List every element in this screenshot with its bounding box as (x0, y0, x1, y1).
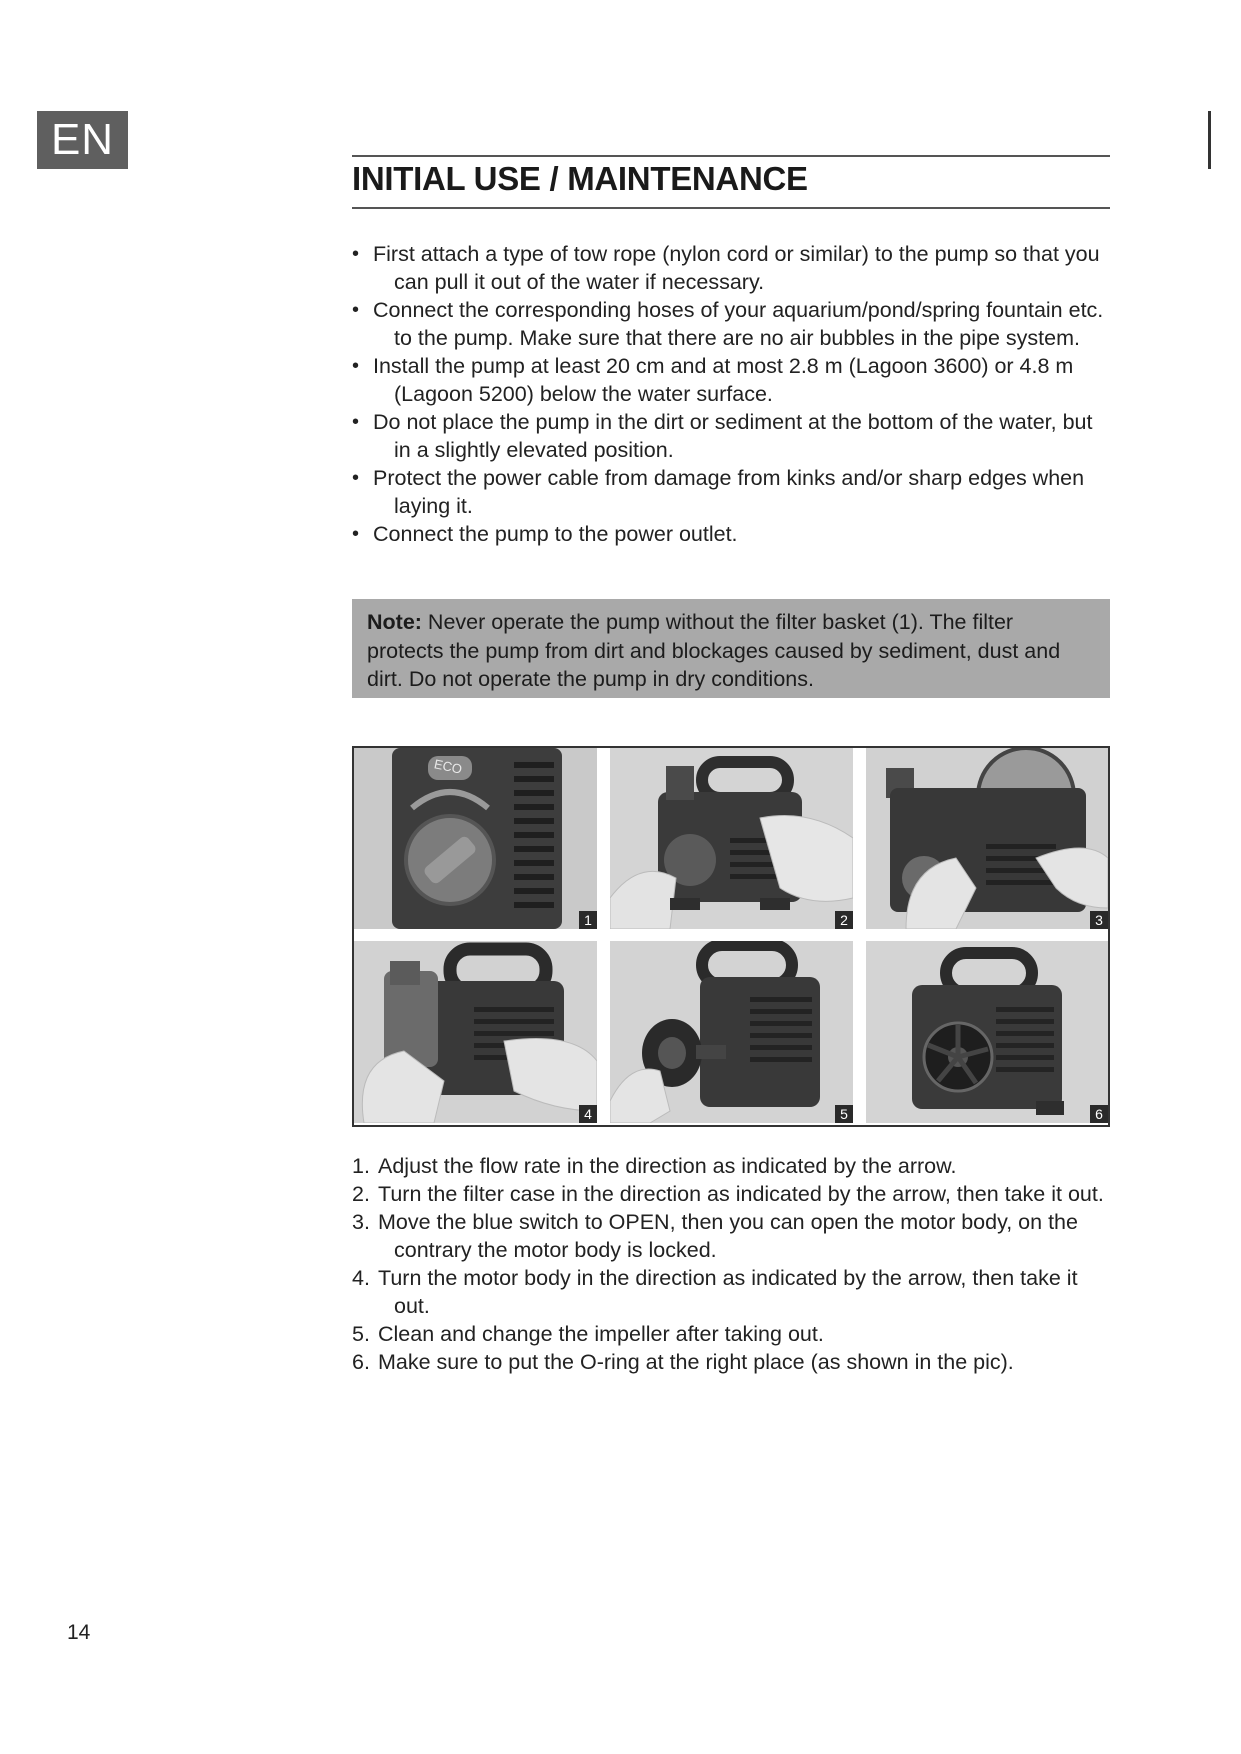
step-number: 2. (352, 1182, 370, 1206)
impeller-illustration (610, 941, 853, 1123)
step-number: 3. (352, 1210, 370, 1234)
photo-number: 5 (835, 1105, 853, 1123)
instruction-list (352, 240, 1112, 548)
step-number: 6. (352, 1350, 370, 1374)
step-item (352, 1320, 1112, 1348)
step-text: Make sure to put the O-ring at the right place (as shown in the pic). (378, 1350, 1014, 1374)
step-text: Adjust the flow rate in the direction as indicated by the arrow. (378, 1154, 957, 1178)
page-edge-mark (1208, 111, 1211, 169)
eco-dial-illustration (354, 748, 597, 929)
instruction-item: • Connect the corresponding hoses of your aquarium/pond/spring fountain etc. to the pump. Make sure that there are no air bubbles in the pipe system. (352, 296, 1112, 352)
page-title: INITIAL USE / MAINTENANCE (352, 160, 808, 197)
photo-number: 1 (579, 911, 597, 929)
step-item (352, 1348, 1112, 1376)
step-text: Clean and change the impeller after taking out. (378, 1322, 824, 1346)
photo-filter-case (610, 748, 853, 929)
steps-list (352, 1152, 1112, 1376)
photo-number: 6 (1090, 1105, 1108, 1123)
instruction-item: • First attach a type of tow rope (nylon cord or similar) to the pump so that you can pull it out of the water if necessary. (352, 240, 1112, 296)
photo-eco-dial (354, 748, 597, 929)
photo-number: 3 (1090, 911, 1108, 929)
step-item (352, 1264, 1112, 1320)
instruction-item: • Do not place the pump in the dirt or sediment at the bottom of the water, but in a slightly elevated position. (352, 408, 1112, 464)
step-text: Turn the filter case in the direction as indicated by the arrow, then take it out. (378, 1182, 1104, 1206)
step-text: Turn the motor body in the direction as indicated by the arrow, then take it out. (378, 1266, 1078, 1318)
maintenance-photo-grid (352, 746, 1110, 1127)
note-box (352, 599, 1110, 698)
page-number: 14 (67, 1621, 91, 1644)
step-number: 5. (352, 1322, 370, 1346)
photo-o-ring (866, 941, 1108, 1123)
instruction-item: • Protect the power cable from damage from kinks and/or sharp edges when laying it. (352, 464, 1112, 520)
title-bottom-rule (352, 207, 1110, 209)
step-number: 1. (352, 1154, 370, 1178)
note-text: Never operate the pump without the filter basket (1). The filter protects the pump from dirt and blockages caused by sediment, dust and dirt. Do not operate the pump in dry conditions. (367, 610, 1061, 691)
photo-motor-body (354, 941, 597, 1123)
photo-impeller (610, 941, 853, 1123)
eco-label: ECO (432, 756, 464, 777)
photo-number: 4 (579, 1105, 597, 1123)
note-label: Note: (367, 610, 422, 634)
step-item (352, 1152, 1112, 1180)
instruction-item: • Install the pump at least 20 cm and at most 2.8 m (Lagoon 3600) or 4.8 m (Lagoon 5200) below the water surface. (352, 352, 1112, 408)
photo-number: 2 (835, 911, 853, 929)
step-item (352, 1208, 1112, 1264)
filter-case-illustration (610, 748, 853, 929)
open-switch-illustration (866, 748, 1108, 929)
motor-body-illustration (354, 941, 597, 1123)
instruction-item: • Connect the pump to the power outlet. (352, 520, 1112, 548)
title-top-rule (352, 155, 1110, 157)
step-text: Move the blue switch to OPEN, then you can open the motor body, on the contrary the motor body is locked. (378, 1210, 1078, 1262)
language-badge: EN (37, 111, 128, 169)
step-number: 4. (352, 1266, 370, 1290)
step-item (352, 1180, 1112, 1208)
o-ring-illustration (866, 941, 1108, 1123)
photo-open-switch (866, 748, 1108, 929)
